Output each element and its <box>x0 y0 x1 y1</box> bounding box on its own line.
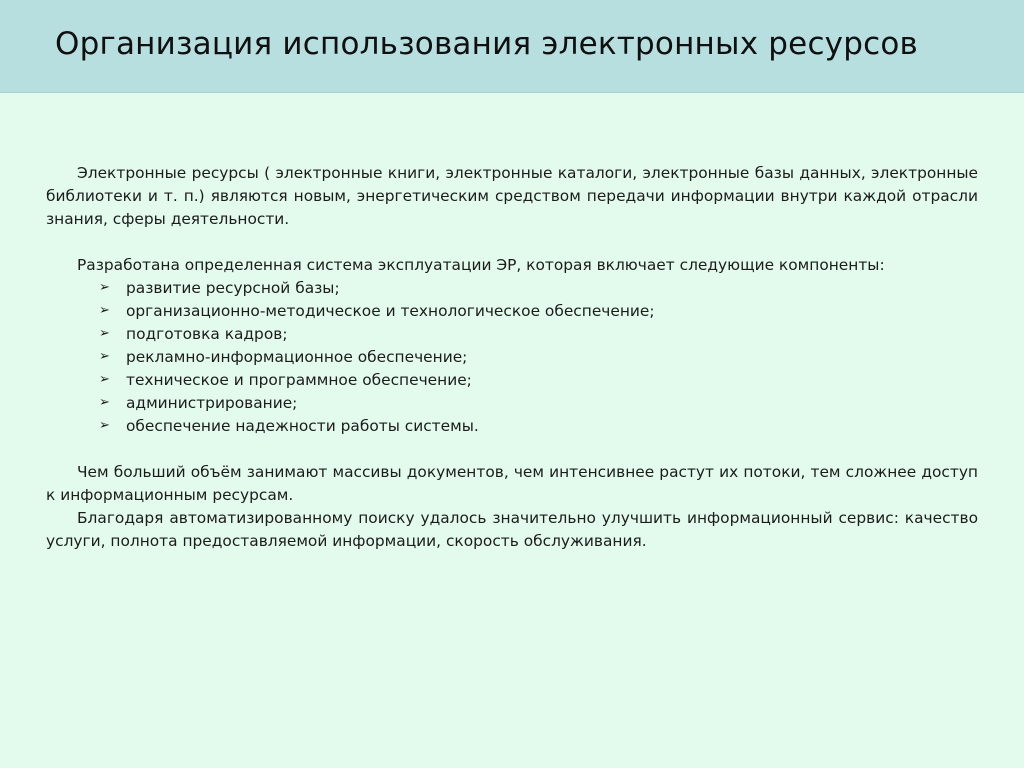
title-bar <box>0 0 1024 93</box>
list-item-label: администрирование; <box>126 394 298 412</box>
list-item <box>46 323 978 346</box>
list-item <box>46 346 978 369</box>
arrow-bullet-icon: ➢ <box>99 280 110 295</box>
paragraph-automated-search: Благодаря автоматизированному поиску удалось значительно улучшить информационный сервис: качество услуги, полнота предоставляемой информации, скорость обслуживания. <box>46 509 978 550</box>
spacer <box>46 231 978 254</box>
slide-title: Организация использования электронных ресурсов <box>55 26 918 62</box>
arrow-bullet-icon: ➢ <box>99 303 110 318</box>
list-item <box>46 369 978 392</box>
paragraph-electronic-resources: Электронные ресурсы ( электронные книги, электронные каталоги, электронные базы данных, электронные библиотеки и т. п.) являются новым, энергетическим средством передачи информации внутри каждой отрасли знания, сферы деятельности. <box>46 164 978 228</box>
list-item-label: техническое и программное обеспечение; <box>126 371 472 389</box>
list-item-label: развитие ресурсной базы; <box>126 279 340 297</box>
arrow-bullet-icon: ➢ <box>99 326 110 341</box>
list-item <box>46 277 978 300</box>
list-item-label: обеспечение надежности работы системы. <box>126 417 479 435</box>
arrow-bullet-icon: ➢ <box>99 372 110 387</box>
list-item <box>46 415 978 438</box>
arrow-bullet-icon: ➢ <box>99 349 110 364</box>
spacer <box>46 438 978 461</box>
list-item-label: рекламно-информационное обеспечение; <box>126 348 468 366</box>
slide-body <box>46 162 978 553</box>
list-item <box>46 392 978 415</box>
list-item-label: организационно-методическое и технологическое обеспечение; <box>126 302 655 320</box>
arrow-bullet-icon: ➢ <box>99 395 110 410</box>
list-item-label: подготовка кадров; <box>126 325 288 343</box>
components-intro: Разработана определенная система эксплуатации ЭР, которая включает следующие компоненты: <box>77 256 885 274</box>
components-list <box>46 277 978 438</box>
paragraph-document-volume: Чем больший объём занимают массивы документов, чем интенсивнее растут их потоки, тем сложнее доступ к информационным ресурсам. <box>46 463 978 504</box>
list-item <box>46 300 978 323</box>
arrow-bullet-icon: ➢ <box>99 418 110 433</box>
